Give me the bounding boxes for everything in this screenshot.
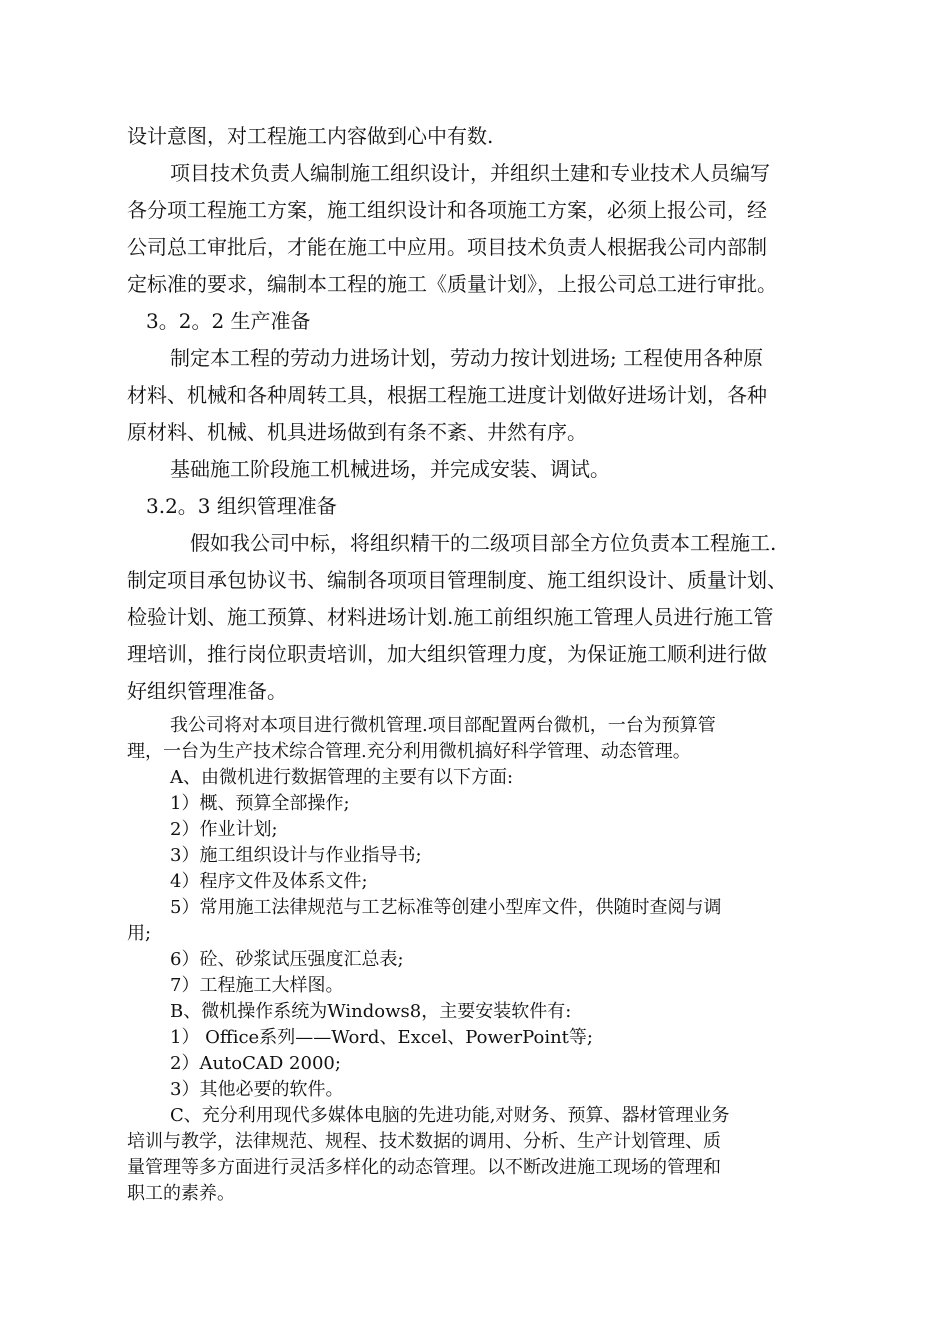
list-item-continuation: 用;: [127, 923, 152, 944]
paragraph-line: 材料、机械和各种周转工具，根据工程施工进度计划做好进场计划，各种: [127, 383, 767, 407]
paragraph-line: 好组织管理准备。: [127, 679, 287, 703]
list-item: 2）作业计划;: [170, 819, 278, 840]
paragraph-line: 项目技术负责人编制施工组织设计，并组织土建和专业技术人员编写: [170, 161, 770, 185]
list-heading: C、充分利用现代多媒体电脑的先进功能,对财务、预算、器材管理业务: [170, 1105, 730, 1126]
list-item: 3）其他必要的软件。: [170, 1079, 344, 1100]
paragraph-line: 职工的素养。: [127, 1183, 235, 1204]
list-item: 7）工程施工大样图。: [170, 975, 344, 996]
paragraph-line: 理培训，推行岗位职责培训，加大组织管理力度，为保证施工顺利进行做: [127, 642, 767, 666]
paragraph-line: 制定项目承包协议书、编制各项项目管理制度、施工组织设计、质量计划、: [127, 568, 787, 592]
section-heading: 3。2。2 生产准备: [146, 309, 311, 333]
paragraph-line: 量管理等多方面进行灵活多样化的动态管理。以不断改进施工现场的管理和: [127, 1157, 721, 1178]
paragraph-line: 我公司将对本项目进行微机管理.项目部配置两台微机，一台为预算管: [170, 715, 716, 736]
list-item: 1）概、预算全部操作;: [170, 793, 350, 814]
paragraph-line: 设计意图，对工程施工内容做到心中有数.: [127, 124, 494, 148]
list-item: 2）AutoCAD 2000;: [170, 1053, 341, 1074]
paragraph-line: 各分项工程施工方案，施工组织设计和各项施工方案，必须上报公司，经: [127, 198, 767, 222]
paragraph-line: 公司总工审批后，才能在施工中应用。项目技术负责人根据我公司内部制: [127, 235, 767, 259]
paragraph-line: 原材料、机械、机具进场做到有条不紊、井然有序。: [127, 420, 587, 444]
section-heading: 3.2。3 组织管理准备: [146, 494, 337, 518]
paragraph-line: 假如我公司中标，将组织精干的二级项目部全方位负责本工程施工.: [190, 531, 777, 555]
list-item: 5）常用施工法律规范与工艺标准等创建小型库文件，供随时查阅与调: [170, 897, 722, 918]
paragraph-line: 培训与教学，法律规范、规程、技术数据的调用、分析、生产计划管理、质: [127, 1131, 721, 1152]
paragraph-line: 检验计划、施工预算、材料进场计划.施工前组织施工管理人员进行施工管: [127, 605, 774, 629]
paragraph-line: 定标准的要求，编制本工程的施工《质量计划》，上报公司总工进行审批。: [127, 272, 777, 296]
list-item: 6）砼、砂浆试压强度汇总表;: [170, 949, 404, 970]
list-heading: B、微机操作系统为Windows8，主要安装软件有:: [170, 1001, 572, 1022]
list-item: 4）程序文件及体系文件;: [170, 871, 368, 892]
paragraph-line: 制定本工程的劳动力进场计划，劳动力按计划进场; 工程使用各种原: [170, 346, 764, 370]
list-heading: A、由微机进行数据管理的主要有以下方面:: [170, 767, 514, 788]
list-item: 1） Office系列——Word、Excel、PowerPoint等;: [170, 1027, 593, 1048]
paragraph-line: 理，一台为生产技术综合管理.充分利用微机搞好科学管理、动态管理。: [127, 741, 691, 762]
paragraph-line: 基础施工阶段施工机械进场，并完成安装、调试。: [170, 457, 610, 481]
list-item: 3）施工组织设计与作业指导书;: [170, 845, 422, 866]
